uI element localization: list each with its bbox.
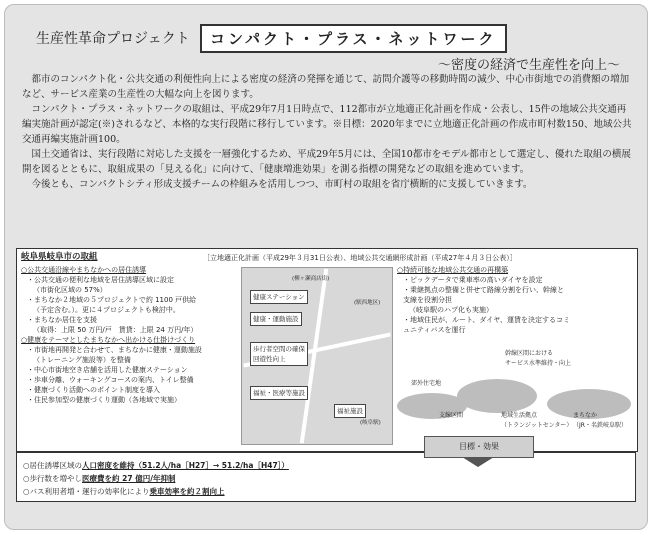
list-item: ・まちなか居住を支援 xyxy=(27,316,97,324)
list-item: （市街化区域の 57%） xyxy=(33,286,107,294)
left-column xyxy=(21,265,241,405)
down-arrow-icon xyxy=(462,457,494,467)
right-column xyxy=(397,265,633,335)
body-text xyxy=(22,72,634,192)
project-subtitle: ～密度の経済で生産性を向上～ xyxy=(437,58,620,73)
transit-diagram xyxy=(397,349,631,441)
map-label: 健康ステーション xyxy=(250,290,308,304)
list-item: ・乗継拠点の整備と併せて路線分割を行い、幹線と xyxy=(403,286,564,294)
result-item xyxy=(23,472,629,485)
city-map xyxy=(241,267,393,445)
scene-label: 支線区間 xyxy=(439,412,464,419)
paragraph: 都市のコンパクト化・公共交通の利便性向上による密度の経済の発揮を通じて、訪問介護等の移動時間の減少、中心市街地での消費額の増加など、サービス産業の生産性の大幅な向上を図ります。 xyxy=(22,74,630,100)
list-item: ・中心市街地空き店舗を活用した健康ステーション xyxy=(27,366,188,374)
list-item: ・住民参加型の健康づくり運動（各地域で実施） xyxy=(27,396,181,404)
list-item: 支線を役割分担 xyxy=(403,296,452,304)
figure-heading: 岐阜県岐阜市の取組 xyxy=(21,252,98,262)
list-item: （岐阜駅のハブ化も実施） xyxy=(409,306,493,314)
scene-label: 地域生活拠点 （トランジットセンター） xyxy=(501,412,573,429)
result-item xyxy=(23,485,629,498)
list-item: ・市街地再開発と合わせて、まちなかに健康・運動施設 xyxy=(27,346,202,354)
result-text: ○歩行数を増やし xyxy=(23,474,83,483)
list-item: （トレーニング施設等）を整備 xyxy=(33,356,131,364)
list-item: ・ピックデータで乗車率の高いダイヤを設定 xyxy=(403,276,543,284)
project-title: コンパクト・プラス・ネットワーク xyxy=(200,24,507,53)
results-box xyxy=(16,452,636,502)
plan-note: ［立地適正化計画（平成29年３月31日公表）、地域公共交通網形成計画（平成27年４月３日公表）］ xyxy=(203,254,517,262)
list-item: （取得：上限 50 万円/戸 賃貸：上限 24 万円/年） xyxy=(33,326,198,334)
list-item: ・公共交通の便利な地域を居住誘導区域に設定 xyxy=(27,276,174,284)
scene-label: 幹線区間における サービス水準維持・向上 xyxy=(505,350,572,367)
list-item: ュニティバスを運行 xyxy=(403,326,466,334)
project-label: 生産性革命プロジェクト xyxy=(36,31,190,47)
map-label: 健康・運動施設 xyxy=(250,312,302,326)
result-highlight: 医療費を約 27 億円/年抑制 xyxy=(82,474,176,483)
paragraph: 国土交通省は、実行段階に対応した支援を一層強化するため、平成29年5月には、全国10都市をモデル都市として選定し、優れた取組の横展開を図るとともに、取組成果の「見える化」に向けて、「健康増進効果」を測る指標の開発などの取組を進めています。 xyxy=(22,149,631,175)
list-item: ○健康をテーマとしたまちなかへ出かける仕掛けづくり xyxy=(21,336,196,344)
result-highlight: 乗車効率を約２割向上 xyxy=(149,487,225,496)
result-item xyxy=(23,459,629,472)
result-text: ○バス利用者増・運行の効率化により xyxy=(23,487,150,496)
list-item: （予定含む。）。更に４プロジェクトも検討中。 xyxy=(33,306,180,314)
map-caption: (岐阜駅) xyxy=(360,420,381,426)
map-caption: (駅西地区) xyxy=(354,300,381,306)
map-label: 福祉・医療等施設 xyxy=(250,386,308,400)
list-item: ○持続可能な地域公共交通の再構築 xyxy=(397,266,509,274)
result-highlight: 人口密度を維持（51.2人/ha［H27］→ 51.2/ha［H47］） xyxy=(82,461,289,470)
paragraph: コンパクト・プラス・ネットワークの取組は、平成29年7月1日時点で、112都市が立地適正化計画を作成・公表し、15件の地域公共交通再編実施計画が認定(※)されるなど、本格的な実行段階に移行しています。※目標：2020年までに立地適正化計画の作成市町村数150、地域公共交通再編実施計画100。 xyxy=(22,104,632,145)
list-item: ・健康づくり活動へのポイント制度を導入 xyxy=(27,386,160,394)
goal-effect-label: 目標・効果 xyxy=(424,436,534,458)
map-label: 福祉施設 xyxy=(334,404,366,418)
result-text: ○居住誘導区域の xyxy=(23,461,83,470)
gifu-case-figure xyxy=(16,248,638,452)
scene-label: 郊外住宅地 xyxy=(411,380,442,387)
list-item: ・まちなか２地域の５プロジェクトで約 1100 戸供給 xyxy=(27,296,197,304)
scene-label: まちなか （JR・名鉄岐阜駅） xyxy=(573,412,627,429)
paragraph: 今後とも、コンパクトシティ形成支援チームの枠組みを活用しつつ、市町村の取組を省庁横断的に支援していきます。 xyxy=(31,179,533,190)
map-label: 歩行者空間の確保 回遊性向上 xyxy=(250,342,308,366)
map-caption: (柳ヶ瀬商店街) xyxy=(292,276,330,282)
list-item: ・地域住民が、ルート、ダイヤ、運賃を決定するコミ xyxy=(403,316,570,324)
list-item: ○公共交通沿線やまちなかへの居住誘導 xyxy=(21,266,147,274)
hill-shape xyxy=(457,379,537,413)
list-item: ・歩車分離、ウォーキングコースの案内、トイレ整備 xyxy=(27,376,194,384)
